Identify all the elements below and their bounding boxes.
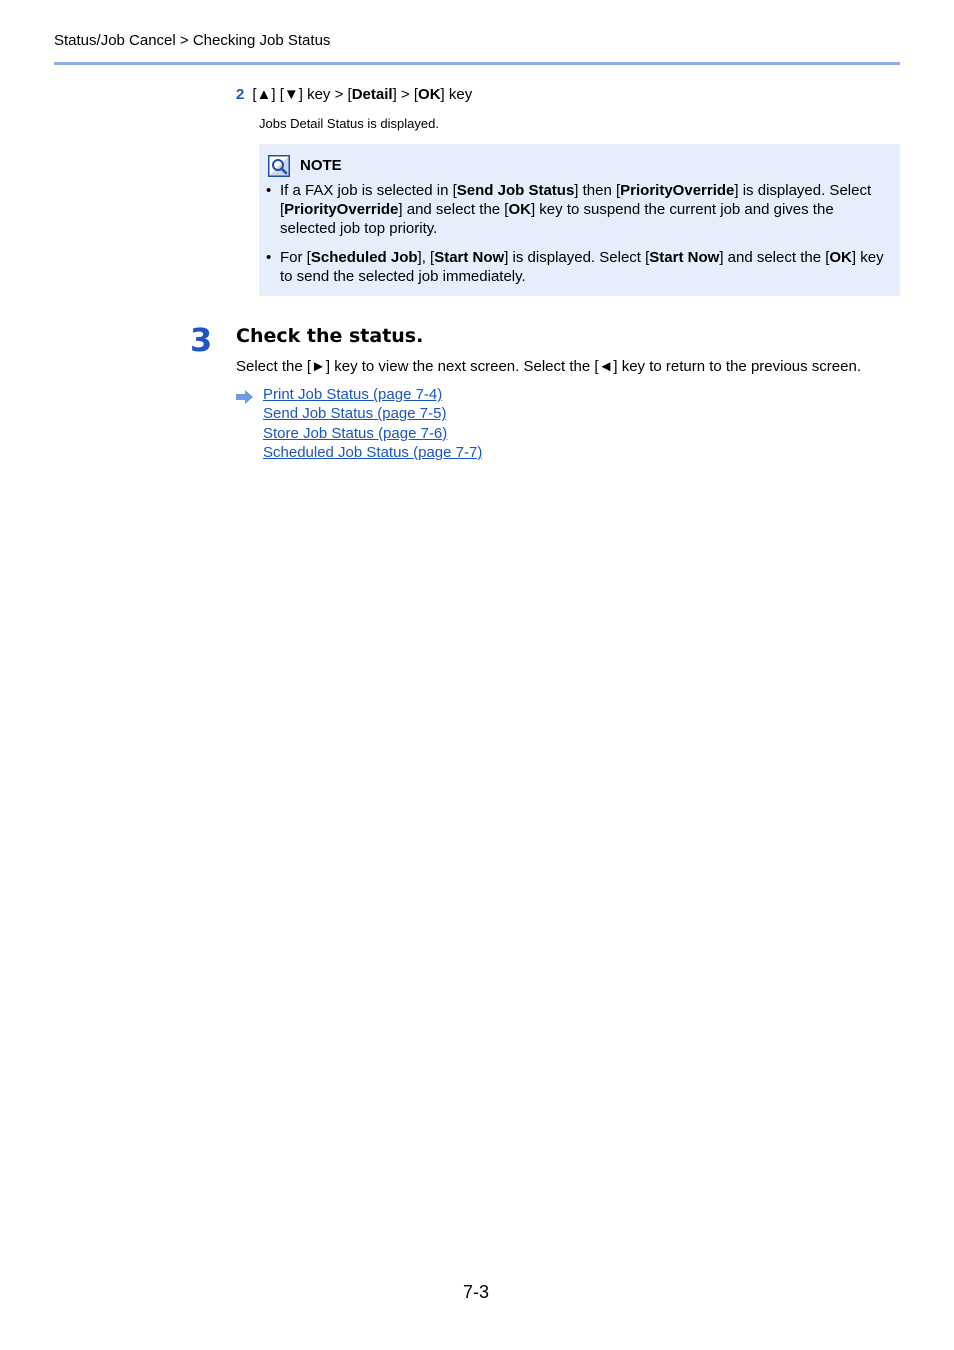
note-text: ] key to send the selected job immediately. bbox=[280, 249, 884, 285]
step-2-heading: 2 [▲] [▼] key > [Detail] > [OK] key bbox=[236, 86, 473, 103]
note-key-label: Scheduled Job bbox=[310, 249, 418, 266]
key-word: key bbox=[448, 86, 473, 103]
note-key-label: OK bbox=[508, 201, 531, 218]
step-3-number: 3 bbox=[190, 321, 213, 359]
note-text: ] then [ bbox=[574, 182, 621, 199]
note-text: For [ bbox=[280, 249, 311, 266]
note-key-label: OK bbox=[829, 249, 852, 266]
note-item bbox=[265, 248, 893, 286]
note-key-label: PriorityOverride bbox=[284, 201, 399, 218]
step-2-description: Jobs Detail Status is displayed. bbox=[259, 116, 439, 131]
note-key-label: Send Job Status bbox=[456, 182, 575, 199]
note-key-label: PriorityOverride bbox=[620, 182, 735, 199]
ok-key-label: OK bbox=[418, 86, 441, 103]
note-text: ], [ bbox=[417, 249, 435, 266]
note-text: ] is displayed. Select [ bbox=[504, 249, 650, 266]
note-text: If a FAX job is selected in [ bbox=[280, 182, 457, 199]
separator: > bbox=[334, 86, 344, 103]
link-send-job-status[interactable]: Send Job Status (page 7-5) bbox=[263, 405, 447, 423]
note-text: ] and select the [ bbox=[398, 201, 509, 218]
header-divider bbox=[54, 62, 900, 65]
down-key-symbol: ▼ bbox=[283, 86, 299, 103]
link-print-job-status[interactable]: Print Job Status (page 7-4) bbox=[263, 386, 443, 403]
key-word: key bbox=[307, 86, 331, 103]
note-box bbox=[259, 144, 900, 296]
page-number: 7-3 bbox=[463, 1282, 490, 1302]
reference-links bbox=[263, 385, 482, 462]
detail-key-label: Detail bbox=[351, 86, 393, 103]
up-key-symbol: ▲ bbox=[256, 86, 272, 103]
arrow-right-icon bbox=[236, 390, 254, 404]
note-magnifier-icon bbox=[268, 155, 290, 177]
note-key-label: Start Now bbox=[434, 249, 505, 266]
note-text: ] key to suspend the current job and gives the selected job top priority. bbox=[280, 201, 834, 237]
note-key-label: Start Now bbox=[649, 249, 720, 266]
separator: > bbox=[400, 86, 410, 103]
step-3-title: Check the status. bbox=[236, 325, 424, 347]
note-item bbox=[265, 181, 893, 238]
note-text: ] and select the [ bbox=[719, 249, 830, 266]
link-store-job-status[interactable]: Store Job Status (page 7-6) bbox=[263, 424, 448, 442]
step-3-description: Select the [►] key to view the next screen. Select the [◄] key to return to the previous screen. bbox=[236, 358, 861, 375]
breadcrumb: Status/Job Cancel > Checking Job Status bbox=[54, 32, 331, 49]
link-scheduled-job-status[interactable]: Scheduled Job Status (page 7-7) bbox=[263, 443, 483, 461]
note-list bbox=[265, 181, 893, 286]
note-title: NOTE bbox=[300, 157, 342, 174]
note-text: ] is displayed. Select [ bbox=[280, 182, 872, 218]
step-2-number: 2 bbox=[236, 86, 245, 103]
